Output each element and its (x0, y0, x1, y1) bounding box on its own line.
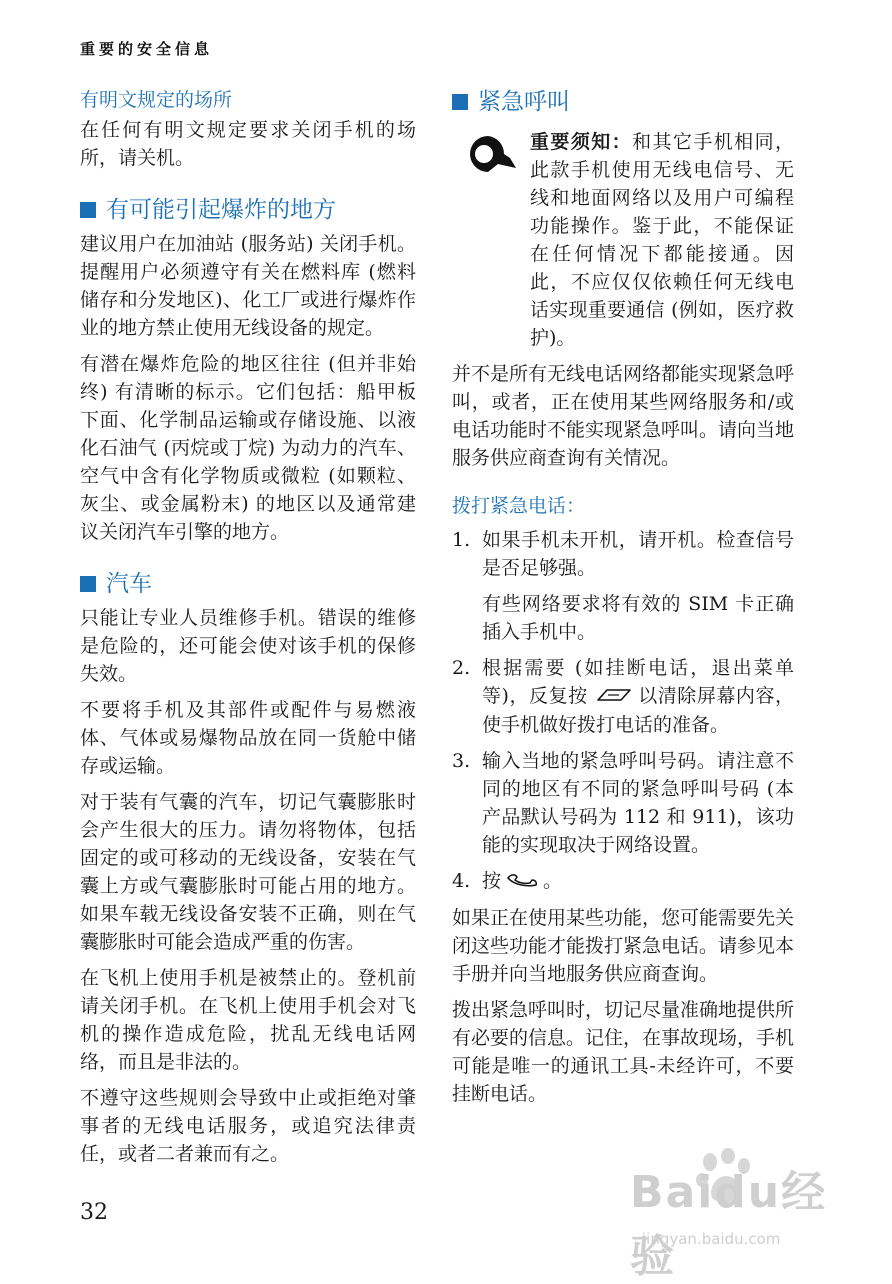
step-text: 输入当地的紧急呼叫号码。请注意不同的地区有不同的紧急呼叫号码 (本产品默认号码为 112 和 911)，该功能的实现取决于网络设置。 (482, 750, 794, 856)
step-text-before: 根据需要 (如挂断电话，退出菜单等)，反复按 (482, 657, 794, 707)
important-notice (452, 128, 794, 352)
subsection-title-dial-emergency: 拨打紧急电话： (452, 495, 586, 517)
step-extra: 有些网络要求将有效的 SIM 卡正确插入手机中。 (482, 593, 794, 643)
important-notice-icon (458, 132, 518, 352)
square-bullet-icon (452, 94, 468, 110)
section-title-text: 紧急呼叫 (478, 89, 570, 115)
right-column (452, 86, 794, 1116)
step-body (482, 526, 794, 646)
paragraph: 不要将手机及其部件或配件与易燃液体、气体或易爆物品放在同一货舱中储存或运输。 (80, 699, 416, 777)
watermark-logo: Baidu经验 (630, 1167, 828, 1282)
notice-text: 和其它手机相同，此款手机使用无线电信号、无线和地面网络以及用户可编程功能操作。鉴于此，不能保证在任何情况下都能接通。因此，不应仅仅依赖任何无线电话实现重要通信 (例如，医疗救护)。 (530, 131, 794, 349)
section-title-text: 汽车 (106, 571, 152, 597)
step-text (482, 654, 794, 739)
paragraph: 拨出紧急呼叫时，切记尽量准确地提供所有必要的信息。记住，在事故现场，手机可能是唯一的通讯工具-未经许可，不要挂断电话。 (452, 999, 795, 1105)
notice-paragraph (530, 128, 794, 352)
step-text (482, 867, 794, 896)
paragraph: 并不是所有无线电话网络都能实现紧急呼叫，或者，正在使用某些网络服务和/或电话功能时不能实现紧急呼叫。请向当地服务供应商查询有关情况。 (452, 363, 795, 469)
square-bullet-icon (80, 576, 96, 592)
section-title-explosive-areas (80, 194, 416, 226)
step-number: 1. (452, 529, 471, 551)
step-number: 2. (452, 657, 471, 679)
section-title-vehicles (80, 568, 416, 600)
step-text-after: 。 (543, 870, 563, 892)
paragraph: 如果正在使用某些功能，您可能需要先关闭这些功能才能拨打紧急电话。请参见本手册并向当地服务供应商查询。 (452, 907, 795, 985)
step-number: 4. (452, 870, 471, 892)
left-column (80, 86, 416, 1176)
steps-list (452, 526, 794, 896)
paragraph: 建议用户在加油站 (服务站) 关闭手机。提醒用户必须遵守有关在燃料库 (燃料储存和分发地区)、化工厂或进行爆炸作业的地方禁止使用无线设备的规定。 (80, 233, 416, 339)
section-title-text: 有可能引起爆炸的地方 (106, 197, 336, 223)
paragraph: 对于装有气囊的汽车，切记气囊膨胀时会产生很大的压力。请勿将物体，包括固定的或可移动的无线设备，安装在气囊上方或气囊膨胀时可能占用的地方。如果车载无线设备安装不正确，则在气囊膨胀时可能会造成严重的伤害。 (80, 791, 416, 953)
baidu-watermark (602, 1146, 872, 1282)
list-item (452, 747, 794, 859)
list-item (452, 526, 794, 646)
watermark-url: jingyan.baidu.com (642, 1230, 781, 1248)
step-text-before: 按 (482, 870, 502, 892)
square-bullet-icon (80, 202, 96, 218)
paragraph: 有潜在爆炸危险的地区往往 (但并非始终) 有清晰的标示。它们包括：船甲板下面、化学制品运输或存储设施、以液化石油气 (丙烷或丁烷) 为动力的汽车、空气中含有化学物质或微粒 (如颗粒、灰尘、或金属粉末) 的地区以及通常建议关闭汽车引擎的地方。 (80, 353, 416, 543)
step-body (482, 867, 794, 896)
paragraph: 在飞机上使用手机是被禁止的。登机前请关闭手机。在飞机上使用手机会对飞机的操作造成危险，扰乱无线电话网络，而且是非法的。 (80, 967, 416, 1073)
notice-label: 重要须知： (530, 131, 633, 153)
paragraph: 不遵守这些规则会导致中止或拒绝对肇事者的无线电话服务，或追究法律责任，或者二者兼而有之。 (80, 1087, 416, 1165)
step-body (482, 654, 794, 739)
notice-body (530, 128, 794, 352)
list-item (452, 654, 794, 739)
page-number: 32 (80, 1200, 108, 1225)
step-number: 3. (452, 750, 471, 772)
step-text: 如果手机未开机，请开机。检查信号是否足够强。 (482, 529, 794, 579)
call-key-icon (505, 868, 539, 896)
clear-key-icon (592, 683, 634, 711)
paragraph: 在任何有明文规定要求关闭手机的场所，请关机。 (80, 119, 416, 169)
paragraph: 只能让专业人员维修手机。错误的维修是危险的，还可能会使对该手机的保修失效。 (80, 607, 416, 685)
section-title-emergency-calls (452, 86, 794, 118)
step-text-after: 以清除屏幕内容，使手机做好拨打电话的准备。 (482, 685, 794, 736)
section-title-designated-areas: 有明文规定的场所 (80, 89, 233, 111)
list-item (452, 867, 794, 896)
step-body (482, 747, 794, 859)
running-header: 重要的安全信息 (80, 40, 214, 58)
